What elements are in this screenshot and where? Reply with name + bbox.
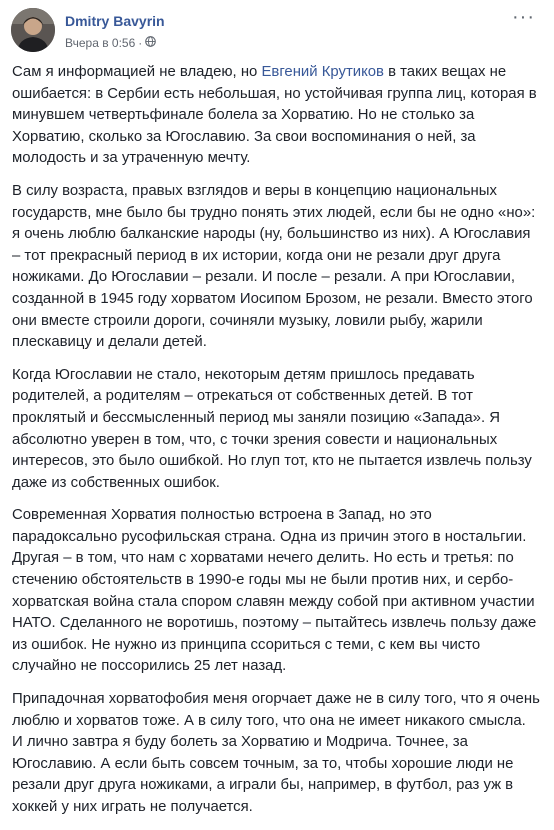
meta-separator: · [138,36,143,50]
post-paragraph: В силу возраста, правых взглядов и веры в концепцию национальных государств, мне было бы трудно понять этих людей, если бы не одно «но»: я очень люблю балканские народы (ну, большинство из них). А Югославия – тот прекрасный период в их истории, когда они не резали друг друга ножиками. До Югославии – резали. И после – резали. А при Югославии, созданной в 1945 году хорватом Иосипом Брозом, не резали. Вместо этого они вместе строили дороги, сочиняли музыку, ловили рыбу, жарили плескавицу и делали детей. [12,182,536,351]
post-timestamp[interactable]: Вчера в 0:56 [65,36,136,50]
post-meta [65,36,156,50]
author-avatar[interactable] [11,8,55,52]
post-paragraph: Сам я информацией не владею, но Евгений Крутиков в таких вещах не ошибается: в Сербии есть небольшая, но устойчивая группа лиц, которая в минувшем четвертьфинале болела за Хорватию. Но не столько за Хорватию, сколько за Югославию. За свои воспоминания о ней, за молодость и за утраченную мечту. [12,64,537,167]
author-name[interactable]: Dmitry Bavyrin [65,13,165,29]
post-paragraph: Припадочная хорватофобия меня огорчает даже не в силу того, что я очень люблю и хорватов тоже. А в силу того, что она не имеет никакого смысла. И лично завтра я буду болеть за Хорватию и Модрича. Точнее, за Югославию. А если быть совсем точным, за то, чтобы хорошие люди не резали друг друга ножиками, а играли бы, например, в футбол, раз уж в хоккей у них играть не получается. [12,691,540,815]
mention-link[interactable]: Евгений Крутиков [261,64,384,80]
post-paragraph: Когда Югославии не стало, некоторым детям пришлось предавать родителей, а родителям – отрекаться от собственных детей. В тот проклятый и бессмысленный период мы заняли позицию «Запада». Я абсолютно уверен в том, что, с точки зрения совести и национальных интересов, это было ошибкой. Но глуп тот, кто не пытается извлечь пользу даже из собственных ошибок. [12,366,532,491]
more-options-icon[interactable]: ··· [512,6,535,28]
post-paragraph: Современная Хорватия полностью встроена в Запад, но это парадоксально русофильская страна. Одна из причин этого в ностальгии. Другая – в том, что нам с хорватами нечего делить. Но есть и третья: по стечению обстоятельств в 1990-е годы мы не были против них, и сербо-хорватская война стала спором славян между собой при активном участии НАТО. Сделанного не воротишь, поэтому – пытайтесь извлечь пользу даже из ошибок. Не нужно из принципа ссориться с теми, с кем вы чисто случайно не поссорились 25 лет назад. [12,507,537,675]
post-body [12,62,540,830]
globe-icon [145,36,156,50]
post-header [11,8,541,54]
